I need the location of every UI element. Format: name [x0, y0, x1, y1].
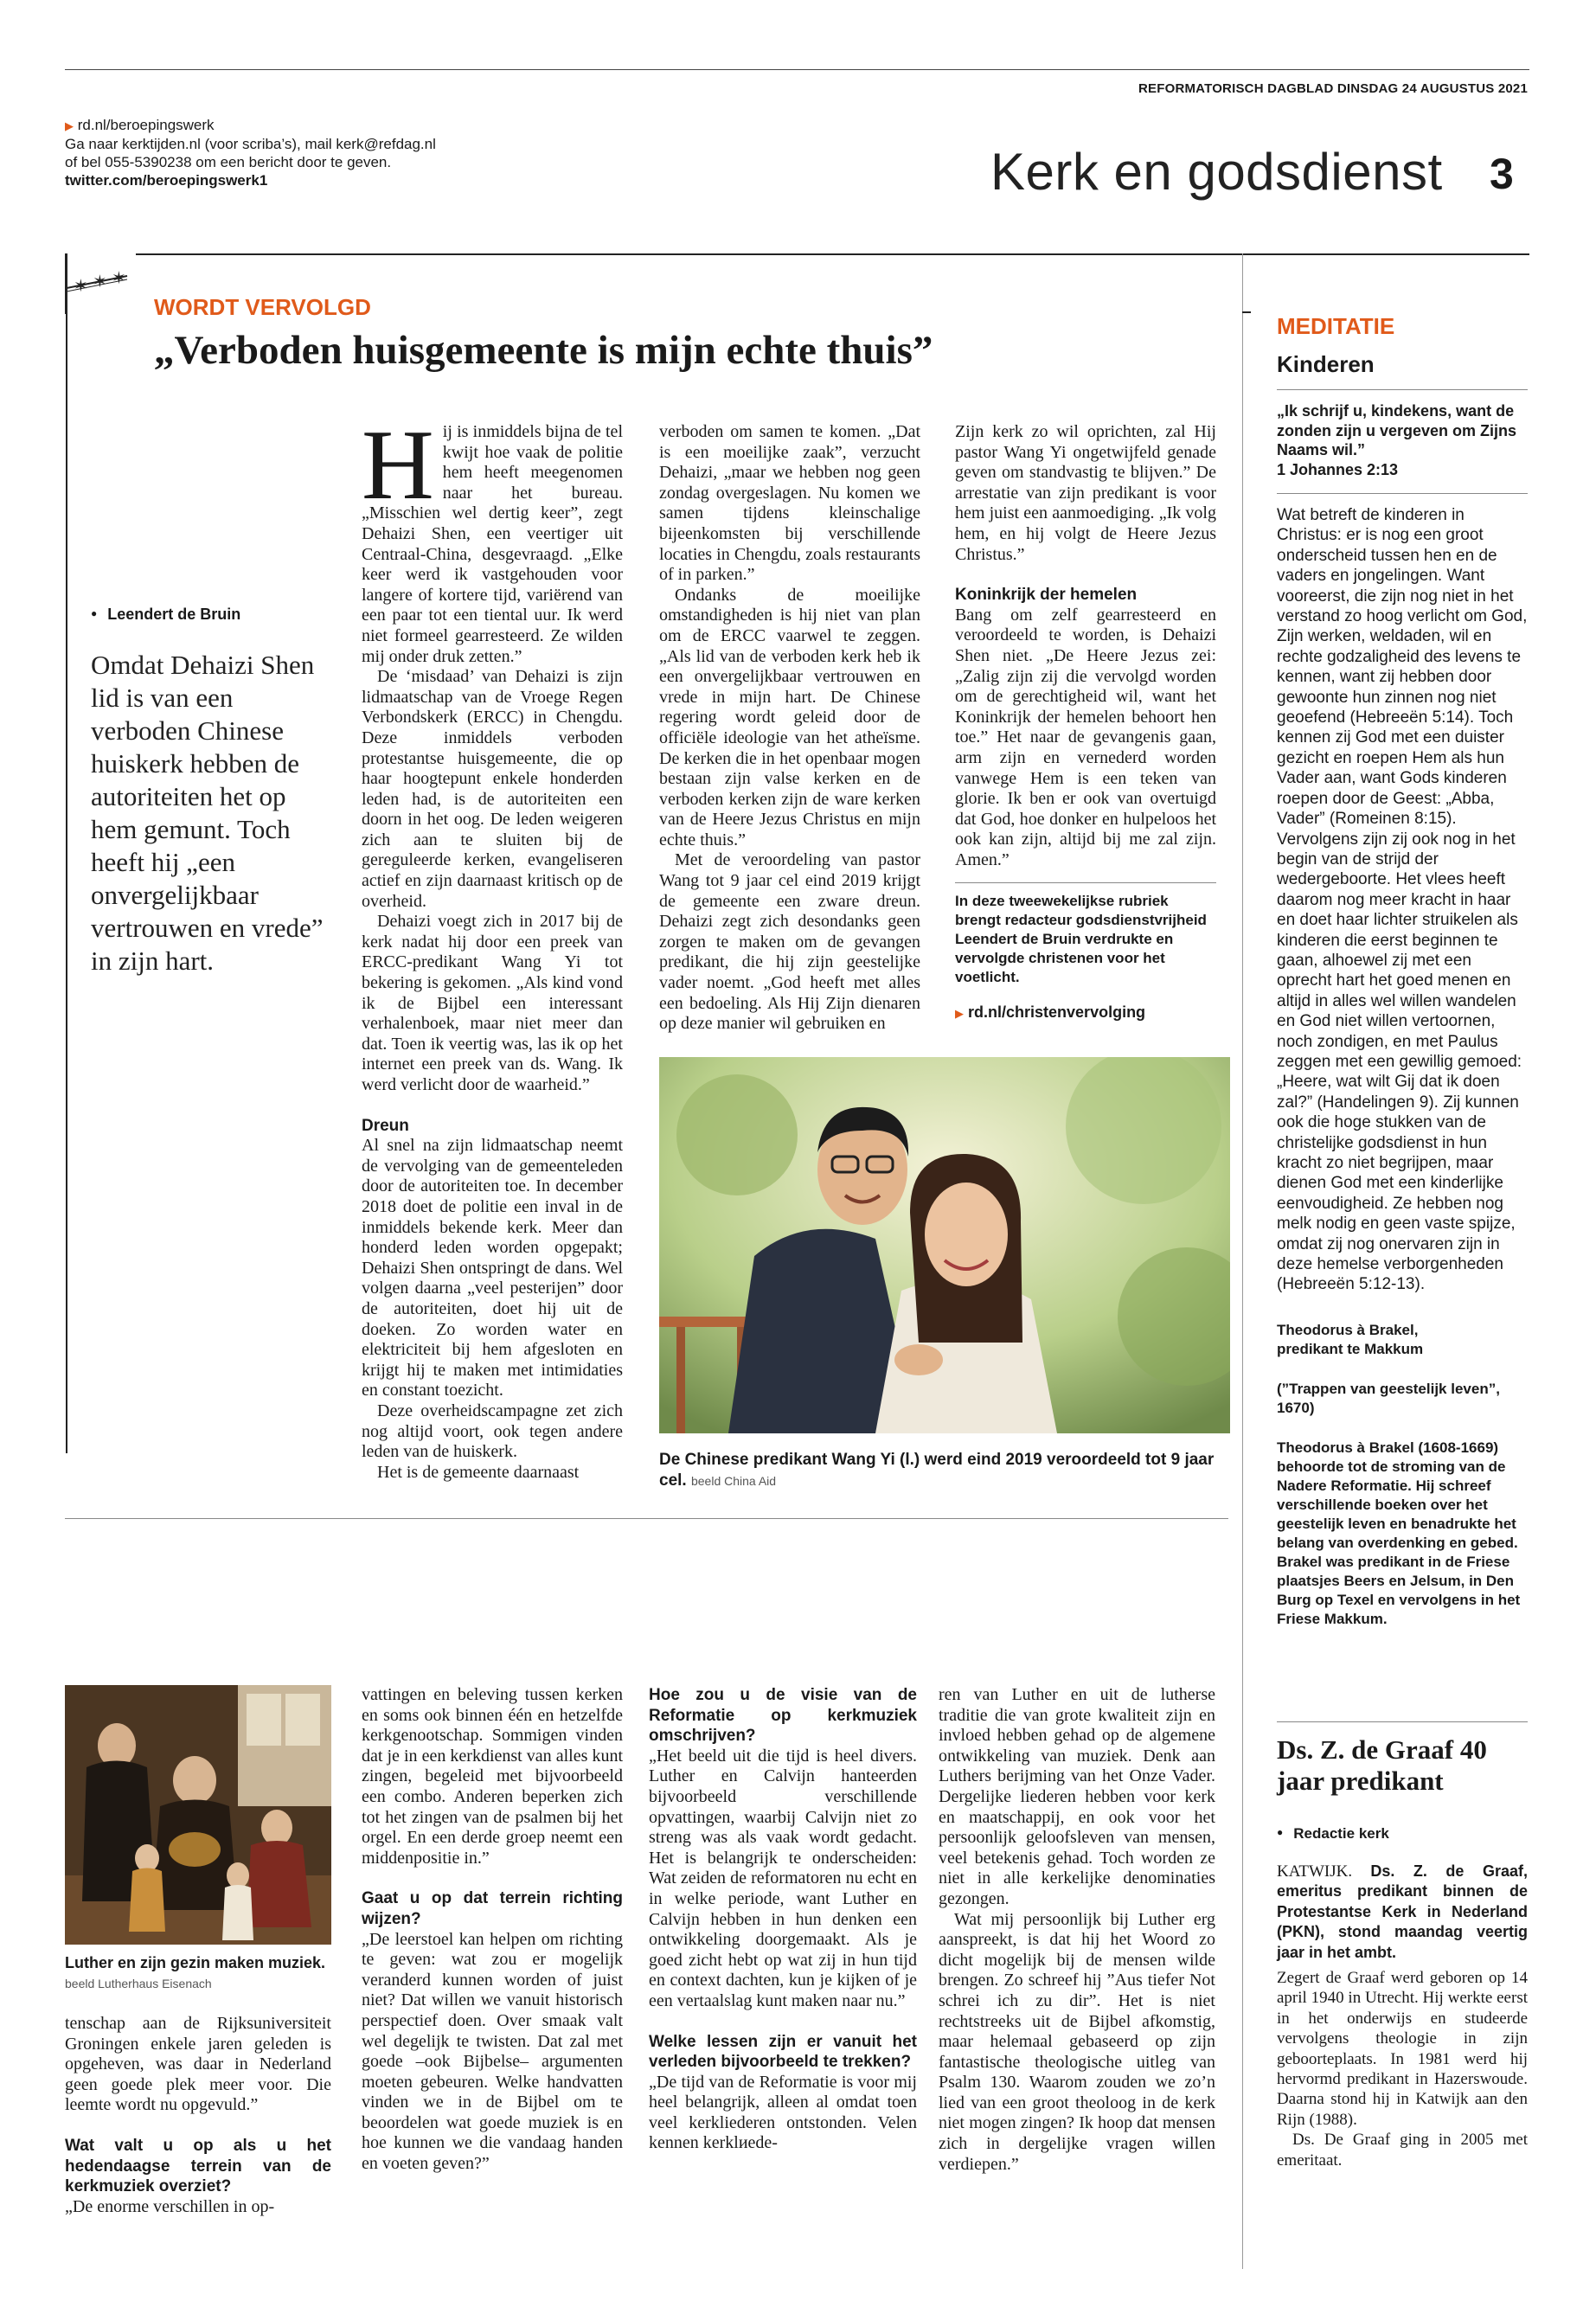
article-column-1 — [362, 410, 623, 1483]
section-rule — [65, 253, 1529, 255]
section-title: Kerk en godsdienst — [990, 143, 1443, 201]
article-column-2 — [659, 422, 920, 1035]
paragraph: Zijn kerk zo wil oprichten, zal Hij pastor Wang Yi ongetwijfeld genade geven om standvastig te blijven.” De arrestatie van zijn predikant is voor hem juist een aanmoediging. „Ik volg hem, en hij volgt de Heere Jezus Christus.” — [955, 422, 1216, 564]
paragraph: „De leerstoel kan helpen om richting te geven: wat zou er mogelijk veranderd kunnen worden of juist niet? Dat willen we vanuit historisch perspectief doen. Over smaak valt wel degelijk te twisten. Dat zal met goede –ook Bijbelse– argumenten moeten gebeuren. Welke handvatten vinden we in de Bijbel om te beoordelen wat goede muziek is en hoe kunnen we die vandaag handen en voeten geven?” — [362, 1929, 623, 2174]
article-kicker: WORDT VERVOLGD — [154, 294, 371, 320]
meditatie-divider — [1277, 389, 1528, 390]
series-link[interactable]: ▶ rd.nl/christenvervolging — [955, 1003, 1146, 1022]
graaf-body — [1277, 1968, 1528, 2170]
paragraph: ren van Luther en uit de lutherse traditie die van grote kwaliteit zijn en invloed hebben gehad op de algemene ontwikkeling van muziek. Denk aan Luthers berijming van het Onze Vader. Dergelijke liederen hebben voor kerk en maatschappij, en ook voor het persoonlijk geloofsleven van mensen, veel betekenis gehad. Toch worden ze niet in alle kerkelijke denominaties gezongen. — [939, 1685, 1215, 1908]
svg-text:✶: ✶ — [112, 267, 126, 288]
graaf-divider — [1277, 1721, 1528, 1722]
luther-family-illustration — [65, 1685, 331, 1945]
top-rule — [65, 69, 1529, 70]
svg-text:✶: ✶ — [74, 275, 88, 296]
paragraph: tenschap aan de Rijksuniversiteit Groningen enkele jaren geleden is opgeheven, was daar in Nederland geen goede plek meer voor. Die leemte wordt nu opgevuld.” — [65, 2014, 331, 2115]
graaf-lead: Ds. Z. de Graaf, emeritus predikant binnen de Protestantse Kerk in Nederland (PKN), stond maandag veertig jaar in het ambt. — [1277, 1862, 1528, 1961]
paragraph: Al snel na zijn lidmaatschap neemt de vervolging van de gemeenteleden door de autoriteiten toe. In december 2018 doet de politie een inval in de inmiddels bekende kerk. Meer dan honderd leden worden opgepakt; Dehaizi Shen ontspringt de dans. Wel volgen daarna „veel pesterijen” door de autoriteiten, doet hij uit de doeken. Zo worden water en elektriciteit bij hem afgesloten en krijgt hij te maken met intimidaties en constant toezicht. — [362, 1136, 623, 1400]
interview-question: Gaat u op dat terrein richting wijzen? — [362, 1889, 623, 1928]
couple-photo-illustration — [659, 1057, 1230, 1433]
article-headline: „Verboden huisgemeente is mijn echte thuis” — [154, 328, 933, 373]
luther-column-4 — [939, 1685, 1215, 2175]
contact-link[interactable]: rd.nl/beroepingswerk — [77, 117, 215, 133]
paper-date: REFORMATORISCH DAGBLAD DINSDAG 24 AUGUSTUS 2021 — [1138, 81, 1528, 96]
contact-line2: of bel 055-5390238 om een bericht door te geven. — [65, 154, 392, 170]
article-column-3 — [955, 422, 1216, 1024]
luther-column-1 — [65, 2014, 331, 2217]
meditatie-quote: „Ik schrijf u, kindekens, want de zonden zijn u vergeven om Zijns Naams wil.” — [1277, 402, 1517, 458]
paragraph: Ondanks de moeilijke omstandigheden is hij niet van plan om de ERCC vaarwel te zeggen. „Als lid van de verboden kerk heb ik een onvergelijkbaar vertrouwen en vrede in mijn hart. De Chinese regering wordt geleid door de officiële ideologie van het atheïsme. De kerken die in het openbaar mogen bestaan zijn valse kerken en de verboden kerken zijn de ware kerken van de Heere Jezus Christus en mijn echte thuis.” — [659, 585, 920, 849]
interview-question: Welke lessen zijn er vanuit het verleden bijvoorbeeld te trekken? — [649, 2032, 917, 2072]
meditatie-divider — [1277, 493, 1528, 494]
paragraph: ij is inmiddels bijna de tel kwijt hoe vaak de politie hem heeft meegenomen naar het bureau. „Misschien wel dertig keer”, zegt Dehaizi Shen, een veertiger uit Centraal-China, desgevraagd. „Elke keer werd ik vastgehouden voor langere of kortere tijd, variërend van een paar tot een tiental uur. Ik werd niet formeel gearresteerd. Ze wilden mij onder druk zetten.” — [362, 422, 623, 666]
meditatie-bio: Theodorus à Brakel (1608-1669) behoorde tot de stroming van de Nadere Reformatie. Hij schreef verschillende boeken over het geestelijk leven en benadrukte het belang van overdenking en gebed. Brakel was predikant in de Friese plaatsjes Beers en Jelsum, in Den Burg op Texel en vervolgens in het Friese Makkum. — [1277, 1439, 1521, 1627]
page-number: 3 — [1490, 150, 1514, 198]
paragraph: „De tijd van de Reformatie is voor mij heel belangrijk, alleen al omdat toen veel kerkliederen ontstonden. Velen kennen kerklиede- — [649, 2072, 917, 2153]
contact-block — [65, 116, 436, 189]
luther-column-2 — [362, 1685, 623, 2175]
drop-cap: H — [362, 410, 434, 521]
sidebar-rule — [1242, 253, 1243, 2269]
paragraph: Het is de gemeente daarnaast — [377, 1462, 580, 1482]
svg-text:✶: ✶ — [93, 271, 107, 292]
meditatie-body: Wat betreft de kinderen in Christus: er is nog een groot onderscheid tussen hen en de vaders en jongelingen. Want vooreerst, die zijn nog niet in het verstand zo hoog verlicht om God, Zijn werken, weldaden, wil en rechte godzaligheid des levens te kennen, want zij hebben door gewoonte hun zinnen nog niet geoefend (Hebreeën 5:14). Toch kennen zij God met een duister gezicht en roepen Hem als hun Vader aan, want Gods kinderen roepen door de Geest: „Abba, Vader” (Romeinen 8:15). Vervolgens zijn zij ook nog in het begin van de strijd der wedergeboorte. Het vlees heeft daarom nog meer kracht in haar en doet haar lichter struikelen als kinderen die eerst beginnen te gaan, alhoewel zij met een oprecht hart het goed menen en altijd in alles wel willen wandelen en God niet willen vertoornen, noch zondigen, en met Paulus zeggen met een gewillig gemoed: „Heere, wat wilt Gij dat ik doen zal?” (Handelingen 9). Zij kunnen ook die hoge stukken van de christelijke godsdienst in hun kracht zo niet begrijpen, maar dienen God met een kinderlijke eenvoudigheid. Ze hebben nog melk nodig en geen vaste spijze, omdat zij nog onervaren zijn in deze hemelse verborgenheden (Hebreeën 5:12-13). — [1277, 506, 1528, 1294]
series-note: In deze tweewekelijkse rubriek brengt redacteur godsdienstvrijheid Leendert de Bruin verdrukte en vervolgde christenen voor het voetlicht. — [955, 893, 1207, 986]
meditatie-author-role: predikant te Makkum — [1277, 1340, 1424, 1357]
meditatie-quote-block — [1277, 401, 1528, 479]
photo-caption: De Chinese predikant Wang Yi (l.) werd eind 2019 veroordeeld tot 9 jaar cel. beeld China Aid — [659, 1451, 1215, 1490]
bottom-section-rule — [65, 1518, 1228, 1519]
meditatie-title: Kinderen — [1277, 351, 1375, 377]
meditatie-body-block — [1277, 505, 1528, 1629]
subheading: Koninkrijk der hemelen — [955, 586, 1138, 605]
meditatie-reference: 1 Johannes 2:13 — [1277, 460, 1399, 478]
interview-question: Wat valt u op als u het hedendaagse terrein van de kerkmuziek overziet? — [65, 2136, 331, 2196]
sidebar-tick — [1242, 311, 1251, 313]
graaf-author: ● Redactie kerk — [1277, 1825, 1389, 1843]
wired-fence-logo — [65, 253, 136, 314]
paragraph: Dehaizi voegt zich in 2017 bij de kerk nadat hij door een preek van ERCC-predikant Wang Yi tot bekering is gekomen. „Als kind vond ik de Bijbel een interessant verhalenboek, maar niet meer dan dat. Toen ik veertig was, las ik op het internet een preek van ds. Wang. Ik werd verlicht door de waarheid.” — [362, 912, 623, 1094]
paragraph: Bang om zelf gearresteerd en veroordeeld te worden, is Dehaizi Shen niet. „De Heere Jezus zei: „Zalig zijn zij die vervolgd worden om de gerechtigheid wil, want het Koninkrijk der hemelen behoort hen toe.” Het naar de gevangenis gaan, arm zijn en vernederd worden vanwege Hem is een teken van glorie. Ik ben er ook van overtuigd dat God, hoe donker en hulpeloos het ook kan zijn, altijd bij me zal zijn. Amen.” — [955, 605, 1216, 869]
luther-painting — [65, 1685, 331, 1945]
wang-yi-photo — [659, 1057, 1230, 1433]
article-left-rule — [66, 253, 67, 1453]
arrow-icon: ▶ — [955, 1007, 964, 1021]
paragraph: „Het beeld uit die tijd is heel divers. Luther en Calvijn hanteerden bijvoorbeeld verschillende opvattingen, waarbij Calvijn niet zo streng was als vaak wordt gedacht. Het is belangrijk te onderscheiden: Wat zeiden de reformatoren nu echt en in welke periode, want Luther en Calvijn hebben in hun denken een ontwikkeling doorgemaakt. Als je goed zicht hebt op wat zij in hun tijd en context dachten, kun je kijken of je een vertaalslag kunt maken naar nu.” — [649, 1746, 917, 2010]
article-intro: Omdat Dehaizi Shen lid is van een verboden Chinese huiskerk hebben de autoriteiten het op hem gemunt. Toch heeft hij „een onvergelijkbaar vertrouwen en vrede” in zijn hart. — [91, 650, 324, 976]
meditatie-label: MEDITATIE — [1277, 313, 1395, 339]
contact-twitter[interactable]: twitter.com/beroepingswerk1 — [65, 172, 268, 189]
paragraph: Met de veroordeling van pastor Wang tot 9 jaar cel eind 2019 krijgt de gemeente een zware dreun. Dehaizi zegt zich desondanks geen zorgen te maken om de gevangen predikant, die hij zijn geestelijke vader noemt. „God heeft met alles een bedoeling. Als Hij Zijn dienaren op deze manier wil gebruiken en — [659, 850, 920, 1034]
paragraph: Wat mij persoonlijk bij Luther erg aanspreekt, is dat hij het Woord zo dicht mogelijk bij de mensen wilde brengen. Zo schreef hij ”Aus tiefer Not schrei ich zu dir”. Het is niet rechtstreeks uit de Bijbel afkomstig, maar helemaal gebaseerd op zijn fantastische theologische uitleg van Psalm 130. Waarom zouden we zo’n lied van een groot theoloog in de kerk niet mogen zingen? Ik hoop dat mensen zich in dergelijke vragen willen verdiepen.” — [939, 1909, 1215, 2174]
paragraph: vattingen en beleving tussen kerken en soms ook binnen één en hetzelfde kerkgenootschap. Sommigen vinden dat je in een kerkdienst van alles kunt zingen, begeleid met bijvoorbeeld een combo. Anderen beperken zich tot het zingen van de psalmen bij het orgel. En een derde groep neemt een middenpositie in.” — [362, 1685, 623, 1868]
paragraph: „De enorme verschillen in op- — [65, 2196, 275, 2216]
luther-caption: Luther en zijn gezin maken muziek. beeld Lutherhaus Eisenach — [65, 1954, 326, 1990]
graaf-lead-block — [1277, 1862, 1528, 1963]
barbed-wire-icon — [67, 253, 136, 314]
paragraph: Deze overheidscampagne zet zich nog altijd voort, ook tegen andere leden van de huiskerk. — [362, 1400, 623, 1462]
subheading: Dreun — [362, 1116, 409, 1135]
contact-line1: Ga naar kerktijden.nl (voor scriba’s), mail kerk@refdag.nl — [65, 136, 436, 152]
note-divider — [955, 882, 1216, 883]
luther-column-3 — [649, 1685, 917, 2154]
luther-credit: beeld Lutherhaus Eisenach — [65, 1977, 212, 1990]
paragraph: Zegert de Graaf werd geboren op 14 april 1940 in Utrecht. Hij werkte eerst in het onderwijs en studeerde vervolgens theologie in zijn geboorteplaats. In 1981 werd hij hervormd predikant in Hazerswoude. Daarna stond hij in Katwijk aan den Rijn (1988). — [1277, 1969, 1528, 2129]
arrow-icon: ▶ — [65, 119, 74, 132]
paragraph: De ‘misdaad’ van Dehaizi is zijn lidmaatschap van de Vroege Regen Verbondskerk (ERCC) in Chengdu. Deze inmiddels verboden protestantse huisgemeente, die op haar hoogtepunt enkele honderden leden had, is de autoriteiten een doorn in het oog. De leden weigeren zich aan te sluiten bij de geregulеerde kerken, evangeliseren actief en zijn daarnaast kritisch op de overheid. — [362, 667, 623, 911]
photo-credit: beeld China Aid — [690, 1474, 777, 1488]
graaf-dateline: KATWIJK. — [1277, 1862, 1353, 1881]
graaf-headline: Ds. Z. de Graaf 40 jaar predikant — [1277, 1734, 1487, 1796]
paragraph: verboden om samen te komen. „Dat is een moeilijke zaak”, verzucht Dehaizi, „maar we hebben nog geen zondag overgeslagen. Nu komen we samen tijdens kleinschalige bijeenkomsten bij verschillende locaties in Chengdu, zoals restaurants of in parken.” — [659, 422, 920, 585]
article-author: ● Leendert de Bruin — [91, 606, 240, 624]
meditatie-author: Theodorus à Brakel, — [1277, 1321, 1419, 1338]
paragraph: Ds. De Graaf ging in 2005 met emeritaat. — [1277, 2131, 1528, 2170]
meditatie-source: (”Trappen van geestelijk leven”, 1670) — [1277, 1380, 1500, 1416]
interview-question: Hoe zou u de visie van de Reformatie op kerkmuziek omschrijven? — [649, 1686, 917, 1746]
